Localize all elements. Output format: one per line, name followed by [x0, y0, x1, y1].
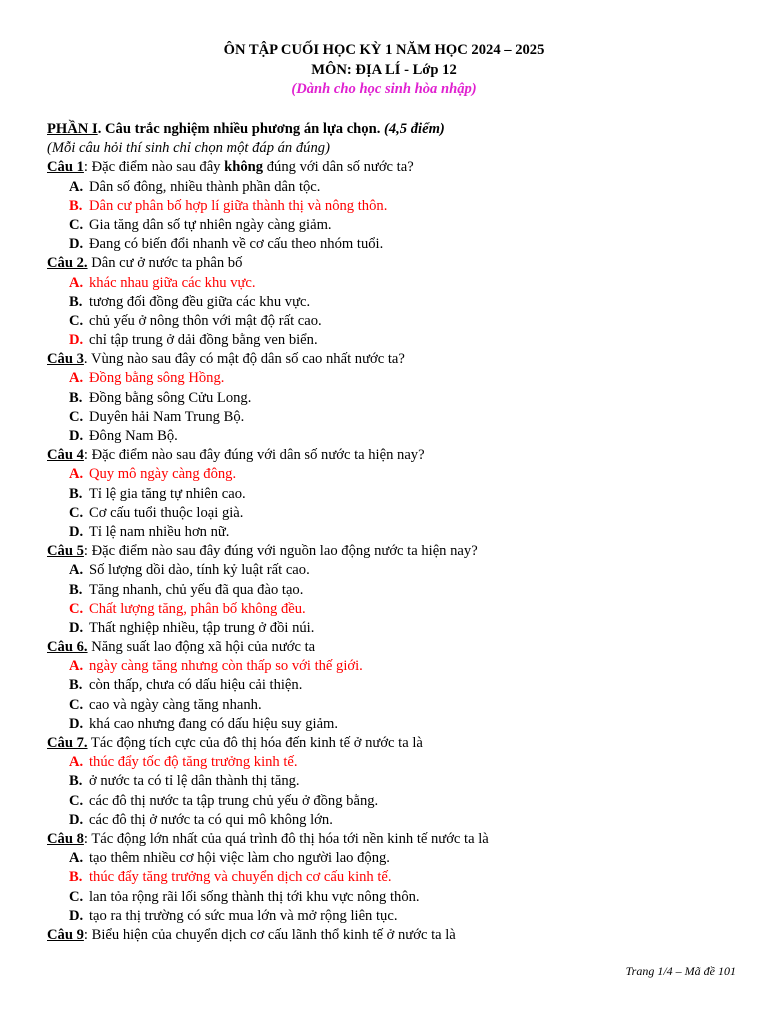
- option-4d: D. Tỉ lệ nam nhiều hơn nữ.: [69, 523, 230, 540]
- question-text: Tác động tích cực của đô thị hóa đến kinh tế ở nước ta là: [87, 735, 423, 751]
- exam-title: ÔN TẬP CUỐI HỌC KỲ 1 NĂM HỌC 2024 – 2025: [223, 42, 545, 58]
- option-4b: B. Tỉ lệ gia tăng tự nhiên cao.: [69, 485, 246, 502]
- option-2b: B. tương đối đồng đều giữa các khu vực.: [69, 293, 311, 310]
- question-text: đúng với dân số nước ta?: [263, 159, 414, 176]
- question-5: [47, 542, 747, 561]
- question-text: : Tác động lớn nhất của quá trình đô thị hóa tới nền kinh tế nước ta là: [83, 830, 489, 847]
- option-8b-correct: B. thúc đẩy tăng trưởng và chuyển dịch cơ cấu kinh tế.: [69, 869, 392, 886]
- question-7: [47, 734, 747, 753]
- option-7c: C. các đô thị nước ta tập trung chủ yếu ở đồng bằng.: [69, 792, 379, 809]
- option-7a-correct: A. thúc đẩy tốc độ tăng trưởng kinh tế.: [69, 754, 298, 771]
- question-1: [47, 158, 747, 177]
- question-text: : Đặc điểm nào sau đây đúng với dân số nước ta hiện nay?: [83, 447, 425, 464]
- question-text: : Biểu hiện của chuyển dịch cơ cấu lãnh thổ kinh tế ở nước ta là: [83, 926, 456, 943]
- part-heading: . Câu trắc nghiệm nhiều phương án lựa chọn.: [97, 121, 384, 137]
- option-6d: D. khá cao nhưng đang có dấu hiệu suy giảm.: [69, 715, 339, 732]
- question-label: Câu 6.: [47, 639, 88, 656]
- option-2d: D. chỉ tập trung ở dải đồng bằng ven biển.: [69, 332, 318, 349]
- document-header: [0, 41, 768, 100]
- option-7b: B. ở nước ta có tỉ lệ dân thành thị tăng.: [69, 773, 300, 790]
- audience-note: (Dành cho học sinh hòa nhập): [291, 81, 477, 97]
- question-text: Dân cư ở nước ta phân bố: [87, 255, 243, 272]
- option-6c: C. cao và ngày càng tăng nhanh.: [69, 696, 262, 713]
- part-note: (Mỗi câu hỏi thí sinh chỉ chọn một đáp án đúng): [47, 140, 330, 157]
- question-4: [47, 446, 747, 465]
- subject-line: MÔN: ĐỊA LÍ - Lớp 12: [311, 61, 457, 78]
- question-8: [47, 830, 747, 849]
- part-score: (4,5 điểm): [384, 121, 445, 137]
- option-5d: D. Thất nghiệp nhiều, tập trung ở đồi núi.: [69, 619, 315, 636]
- option-1d: D. Đang có biến đổi nhanh về cơ cấu theo nhóm tuổi.: [69, 236, 384, 253]
- option-8a: A. tạo thêm nhiều cơ hội việc làm cho người lao động.: [69, 850, 390, 867]
- question-label: Câu 8: [47, 830, 84, 847]
- question-emphasis: không: [224, 159, 264, 176]
- question-text: : Đặc điểm nào sau đây: [83, 159, 225, 176]
- question-label: Câu 7.: [47, 735, 88, 751]
- option-4a-correct: A. Quy mô ngày càng đông.: [69, 466, 237, 483]
- option-5c-correct: C. Chất lượng tăng, phân bố không đều.: [69, 600, 306, 617]
- part-title: [47, 120, 747, 139]
- question-label: Câu 3: [47, 351, 84, 368]
- option-8c: C. lan tỏa rộng rãi lối sống thành thị tới khu vực nông thôn.: [69, 888, 420, 905]
- option-3c: C. Duyên hải Nam Trung Bộ.: [69, 408, 245, 425]
- option-2a-correct: A. khác nhau giữa các khu vực.: [69, 274, 256, 291]
- question-text: : Đặc điểm nào sau đây đúng với nguồn lao động nước ta hiện nay?: [83, 543, 478, 560]
- question-label: Câu 9: [47, 926, 84, 943]
- exam-content: [47, 120, 747, 945]
- option-2c: C. chủ yếu ở nông thôn với mật độ rất cao.: [69, 312, 322, 329]
- question-label: Câu 5: [47, 543, 84, 560]
- option-1a: A. Dân số đông, nhiều thành phần dân tộc.: [69, 178, 321, 195]
- question-text: Năng suất lao động xã hội của nước ta: [87, 639, 316, 656]
- option-3a-correct: A. Đồng bằng sông Hồng.: [69, 370, 225, 387]
- page-footer: Trang 1/4 – Mã đề 101: [625, 964, 736, 978]
- question-6: [47, 638, 747, 657]
- option-3b: B. Đồng bằng sông Cửu Long.: [69, 389, 252, 406]
- question-text: . Vùng nào sau đây có mật độ dân số cao nhất nước ta?: [83, 351, 405, 368]
- question-label: Câu 2.: [47, 255, 88, 272]
- option-4c: C. Cơ cấu tuổi thuộc loại già.: [69, 504, 244, 521]
- question-9: [47, 926, 747, 945]
- option-6a-correct: A. ngày càng tăng nhưng còn thấp so với thế giới.: [69, 658, 363, 675]
- option-1b-correct: B. Dân cư phân bố hợp lí giữa thành thị và nông thôn.: [69, 197, 388, 214]
- question-3: [47, 350, 747, 369]
- option-8d: D. tạo ra thị trường có sức mua lớn và mở rộng liên tục.: [69, 907, 398, 924]
- question-label: Câu 1: [47, 159, 84, 176]
- option-1c: C. Gia tăng dân số tự nhiên ngày càng giảm.: [69, 216, 332, 233]
- question-2: [47, 254, 747, 273]
- option-7d: D. các đô thị ở nước ta có qui mô không lớn.: [69, 811, 333, 828]
- option-6b: B. còn thấp, chưa có dấu hiệu cải thiện.: [69, 677, 303, 694]
- option-5b: B. Tăng nhanh, chủ yếu đã qua đào tạo.: [69, 581, 304, 598]
- option-5a: A. Số lượng dồi dào, tính kỷ luật rất cao.: [69, 562, 310, 579]
- option-3d: D. Đông Nam Bộ.: [69, 428, 178, 444]
- part-label: PHẦN I: [47, 121, 98, 137]
- question-label: Câu 4: [47, 447, 84, 464]
